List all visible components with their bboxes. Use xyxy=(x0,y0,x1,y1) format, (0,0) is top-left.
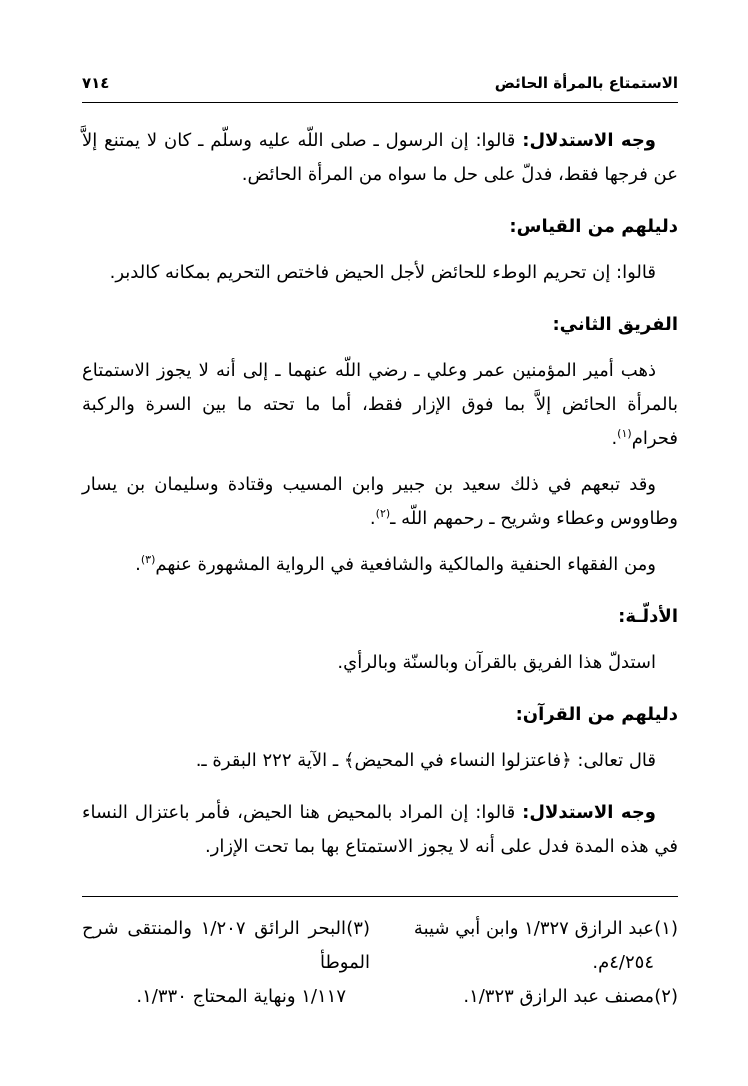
footnote-1 xyxy=(390,912,678,946)
footnote-3-cont: ١/١١٧ ونهاية المحتاج ١/٣٣٠. xyxy=(136,986,346,1007)
paragraph-verse: قال تعالى: ﴿فاعتزلوا النساء في المحيض﴾ ـ الآية ٢٢٢ البقرة ـ. xyxy=(195,750,656,771)
footnote-ref-3[interactable]: (٣) xyxy=(140,553,156,566)
footnote-column-right xyxy=(390,912,678,1014)
footnote-column-left xyxy=(82,912,370,1014)
footnote-divider xyxy=(82,896,678,897)
inference-text: قالوا: إن الرسول ـ صلى اللّه عليه وسلّم ـ كان لا يمتنع إلاَّ عن فرجها فقط، فدلّ على حل ما سواه من المرأة الحائض. xyxy=(82,130,678,185)
footnote-ref-2[interactable]: (٢) xyxy=(375,507,391,520)
footnote-2 xyxy=(390,980,678,1014)
period: . xyxy=(611,428,618,449)
heading-quran: دليلهم من القرآن: xyxy=(515,704,678,725)
footnote-text: مصنف عبد الرازق ١/٣٢٣. xyxy=(463,986,654,1007)
paragraph-text: وقد تبعهم في ذلك سعيد بن جبير وابن المسيب وقتادة وسليمان بن يسار وطاووس وعطاء وشريح ـ رحمهم اللّه ـ xyxy=(82,474,678,529)
inference-label: وجه الاستدلال: xyxy=(522,130,656,151)
footnote-3 xyxy=(82,912,370,980)
heading-second-group: الفريق الثاني: xyxy=(552,314,678,335)
page-number: ٧١٤ xyxy=(82,74,110,92)
paragraph-jurists xyxy=(82,548,678,582)
footnote-1-cont: ٤/٢٥٤م. xyxy=(592,952,654,973)
paragraph-inference-1 xyxy=(82,124,678,192)
paragraph-evidence: استدلّ هذا الفريق بالقرآن وبالسنّة وبالرأي. xyxy=(337,652,656,673)
running-title: الاستمتاع بالمرأة الحائض xyxy=(494,74,678,92)
paragraph-text: ذهب أمير المؤمنين عمر وعلي ـ رضي اللّه عنهما ـ إلى أنه لا يجوز الاستمتاع بالمرأة الحائض إلاَّ بما فوق الإزار فقط، أما ما تحته ما بين السرة والركبة فحرام xyxy=(82,360,678,449)
footnote-number: (٣) xyxy=(346,918,370,939)
footnote-text: عبد الرازق ١/٣٢٧ وابن أبي شيبة xyxy=(413,918,654,939)
book-page xyxy=(82,68,678,1068)
footnote-number: (٢) xyxy=(654,986,678,1007)
paragraph-second-group xyxy=(82,354,678,456)
heading-analogy: دليلهم من القياس: xyxy=(509,216,678,237)
main-text xyxy=(82,124,678,864)
period: . xyxy=(135,554,141,575)
inference-text: قالوا: إن المراد بالمحيض هنا الحيض، فأمر باعتزال النساء في هذه المدة فدل على أنه لا يجوز الاستمتاع بها بما تحت الإزار. xyxy=(82,802,678,857)
paragraph-inference-2 xyxy=(82,796,678,864)
footnote-number: (١) xyxy=(654,918,678,939)
inference-label: وجه الاستدلال: xyxy=(522,802,656,823)
footnote-text: البحر الرائق ١/٢٠٧ والمنتقى شرح الموطأ xyxy=(82,918,370,973)
paragraph-analogy: قالوا: إن تحريم الوطء للحائض لأجل الحيض فاختص التحريم بمكانه كالدبر. xyxy=(109,262,656,283)
footnote-ref-1[interactable]: (١) xyxy=(617,427,632,440)
period: . xyxy=(369,508,376,529)
heading-evidence: الأدلّـة: xyxy=(618,606,678,627)
paragraph-followers xyxy=(82,468,678,536)
running-header xyxy=(82,68,678,103)
paragraph-text: ومن الفقهاء الحنفية والمالكية والشافعية في الرواية المشهورة عنهم xyxy=(155,554,656,575)
